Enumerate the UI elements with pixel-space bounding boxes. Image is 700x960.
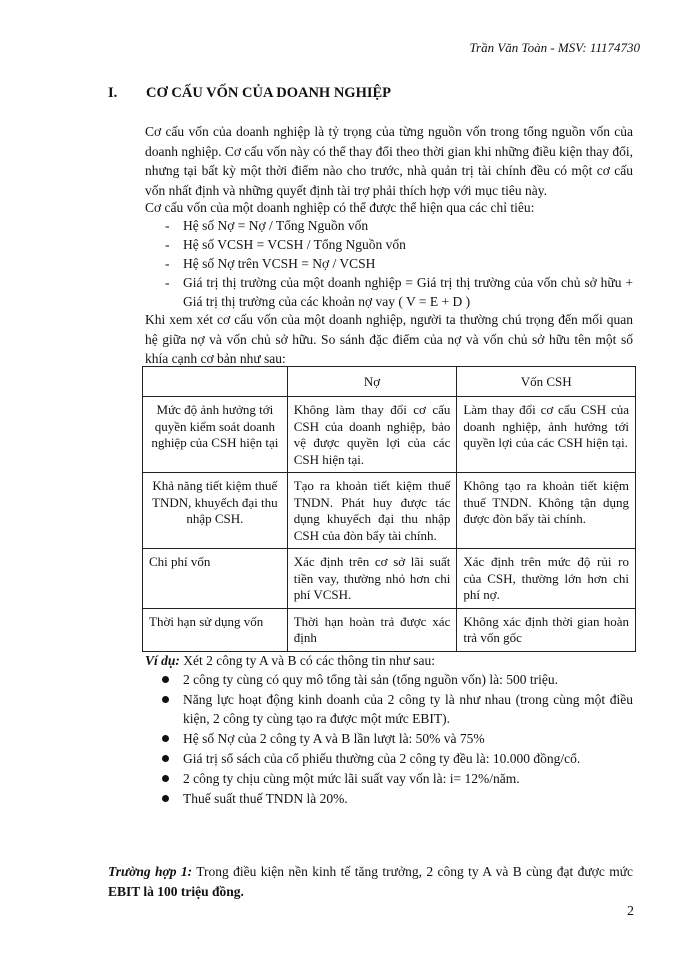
paragraph-indicators-intro: Cơ cấu vốn của một doanh nghiệp có thể được thể hiện qua các chỉ tiêu: bbox=[145, 200, 535, 215]
page-number: 2 bbox=[627, 904, 634, 919]
dash-marker: - bbox=[165, 237, 170, 252]
debt-equity-comparison-table bbox=[142, 366, 636, 652]
case-1-text: Trong điều kiện nền kinh tế tăng trưởng, 2 công ty A và B cùng đạt được mức bbox=[192, 864, 633, 879]
indicator-text: Hệ số VCSH = VCSH / Tổng Nguồn vốn bbox=[183, 237, 406, 252]
dash-marker: - bbox=[165, 256, 170, 271]
table-cell: Không tạo ra khoản tiết kiệm thuế TNDN. Không tận dụng được đòn bẩy tài chính. bbox=[457, 473, 636, 549]
bullet-dot-icon bbox=[162, 676, 169, 683]
bullet-dot-icon bbox=[162, 775, 169, 782]
case-1-emphasis: EBIT là 100 triệu đồng. bbox=[108, 884, 244, 899]
example-intro bbox=[145, 651, 633, 670]
table-row-criterion: Thời hạn sử dụng vốn bbox=[143, 608, 288, 651]
table-cell: Tạo ra khoản tiết kiệm thuế TNDN. Phát huy được tác dụng khuyếch đại thu nhập CSH của đòn bẩy tài chính. bbox=[287, 473, 457, 549]
table-row bbox=[143, 608, 636, 651]
list-item bbox=[145, 690, 633, 728]
table-row bbox=[143, 473, 636, 549]
table-cell: Thời hạn hoàn trả được xác định bbox=[287, 608, 457, 651]
table-row-criterion: Mức độ ảnh hưởng tới quyền kiểm soát doanh nghiệp của CSH hiện tại bbox=[143, 397, 288, 473]
example-item-text: Năng lực hoạt động kinh doanh của 2 công ty là như nhau (trong cùng một điều kiện, 2 công ty cùng tạo ra được một mức EBIT). bbox=[183, 692, 633, 726]
list-item bbox=[145, 273, 633, 311]
table-cell: Làm thay đổi cơ cấu CSH của doanh nghiệp, ảnh hưởng tới quyền lợi của các CSH hiện tại. bbox=[457, 397, 636, 473]
list-item bbox=[145, 769, 633, 788]
example-item-text: Giá trị sổ sách của cổ phiếu thường của 2 công ty đều là: 10.000 đồng/cổ. bbox=[183, 751, 581, 766]
list-item bbox=[145, 216, 633, 235]
paragraph-capital-structure-definition: Cơ cấu vốn của doanh nghiệp là tỷ trọng của từng nguồn vốn trong tổng nguồn vốn của doanh nghiệp. Cơ cấu vốn này có thể thay đổi theo thời gian khi những điều kiện thay đổi, nhưng tại bất kỳ một thời điểm nào cho trước, nhà quản trị tài chính đều có một cơ cấu vốn nhất định và những quyết định tài trợ phải thích hợp với mục tiêu này. bbox=[145, 124, 634, 198]
table-cell: Không xác định thời gian hoàn trả vốn gốc bbox=[457, 608, 636, 651]
example-item-text: Thuế suất thuế TNDN là 20%. bbox=[183, 791, 348, 806]
table-cell: Không làm thay đổi cơ cấu CSH của doanh nghiệp, bảo vệ được quyền lợi của các CSH hiện tại. bbox=[287, 397, 457, 473]
bullet-dot-icon bbox=[162, 795, 169, 802]
table-row-criterion: Khả năng tiết kiệm thuế TNDN, khuyếch đại thu nhập CSH. bbox=[143, 473, 288, 549]
example-bullet-list bbox=[145, 670, 633, 809]
table-header-cell: Nợ bbox=[287, 367, 457, 397]
section-title bbox=[108, 85, 391, 102]
example-intro-text: Xét 2 công ty A và B có các thông tin như sau: bbox=[179, 653, 436, 668]
list-item bbox=[145, 789, 633, 808]
table-cell: Xác định trên cơ sở lãi suất tiền vay, thường nhỏ hơn chi phí VCSH. bbox=[287, 549, 457, 609]
indicator-text: Giá trị thị trường của một doanh nghiệp = Giá trị thị trường của vốn chủ sở hữu + Giá trị thị trường của các khoản nợ vay ( V = E + D ) bbox=[183, 275, 633, 309]
list-item bbox=[145, 729, 633, 748]
indicator-text: Hệ số Nợ = Nợ / Tổng Nguồn vốn bbox=[183, 218, 369, 233]
table-cell: Xác định trên mức độ rủi ro của CSH, thường lớn hơn chi phí nợ. bbox=[457, 549, 636, 609]
list-item bbox=[145, 749, 633, 768]
table-header-cell: Vốn CSH bbox=[457, 367, 636, 397]
list-item bbox=[145, 670, 633, 689]
case-1-label: Trường hợp 1: bbox=[108, 864, 193, 879]
list-item bbox=[145, 235, 633, 254]
table-row bbox=[143, 397, 636, 473]
list-item bbox=[145, 254, 633, 273]
section-title-text: CƠ CẤU VỐN CỦA DOANH NGHIỆP bbox=[146, 85, 392, 101]
indicator-list bbox=[145, 216, 633, 311]
dash-marker: - bbox=[165, 275, 170, 290]
table-row bbox=[143, 549, 636, 609]
bullet-dot-icon bbox=[162, 735, 169, 742]
table-header-row bbox=[143, 367, 636, 397]
table-header-cell bbox=[143, 367, 288, 397]
dash-marker: - bbox=[165, 218, 170, 233]
indicator-text: Hệ số Nợ trên VCSH = Nợ / VCSH bbox=[183, 256, 376, 271]
example-item-text: Hệ số Nợ của 2 công ty A và B lần lượt là: 50% và 75% bbox=[183, 731, 485, 746]
example-item-text: 2 công ty cùng có quy mô tổng tài sản (tổng nguồn vốn) là: 500 triệu. bbox=[183, 672, 558, 687]
section-number: I. bbox=[108, 85, 118, 101]
table-row-criterion: Chi phí vốn bbox=[143, 549, 288, 609]
page-header-author: Trần Văn Toàn - MSV: 11174730 bbox=[469, 40, 640, 55]
paragraph-debt-equity-comparison: Khi xem xét cơ cấu vốn của một doanh nghiệp, người ta thường chú trọng đến mối quan hệ giữa nợ và vốn chủ sở hữu. So sánh đặc điểm của nợ và vốn chủ sở hữu tên một số khía cạnh cơ bản như sau: bbox=[145, 312, 633, 366]
bullet-dot-icon bbox=[162, 755, 169, 762]
example-label: Ví dụ: bbox=[145, 653, 180, 668]
case-1-paragraph bbox=[108, 862, 633, 902]
bullet-dot-icon bbox=[162, 696, 169, 703]
example-item-text: 2 công ty chịu cùng một mức lãi suất vay vốn là: i= 12%/năm. bbox=[183, 771, 520, 786]
